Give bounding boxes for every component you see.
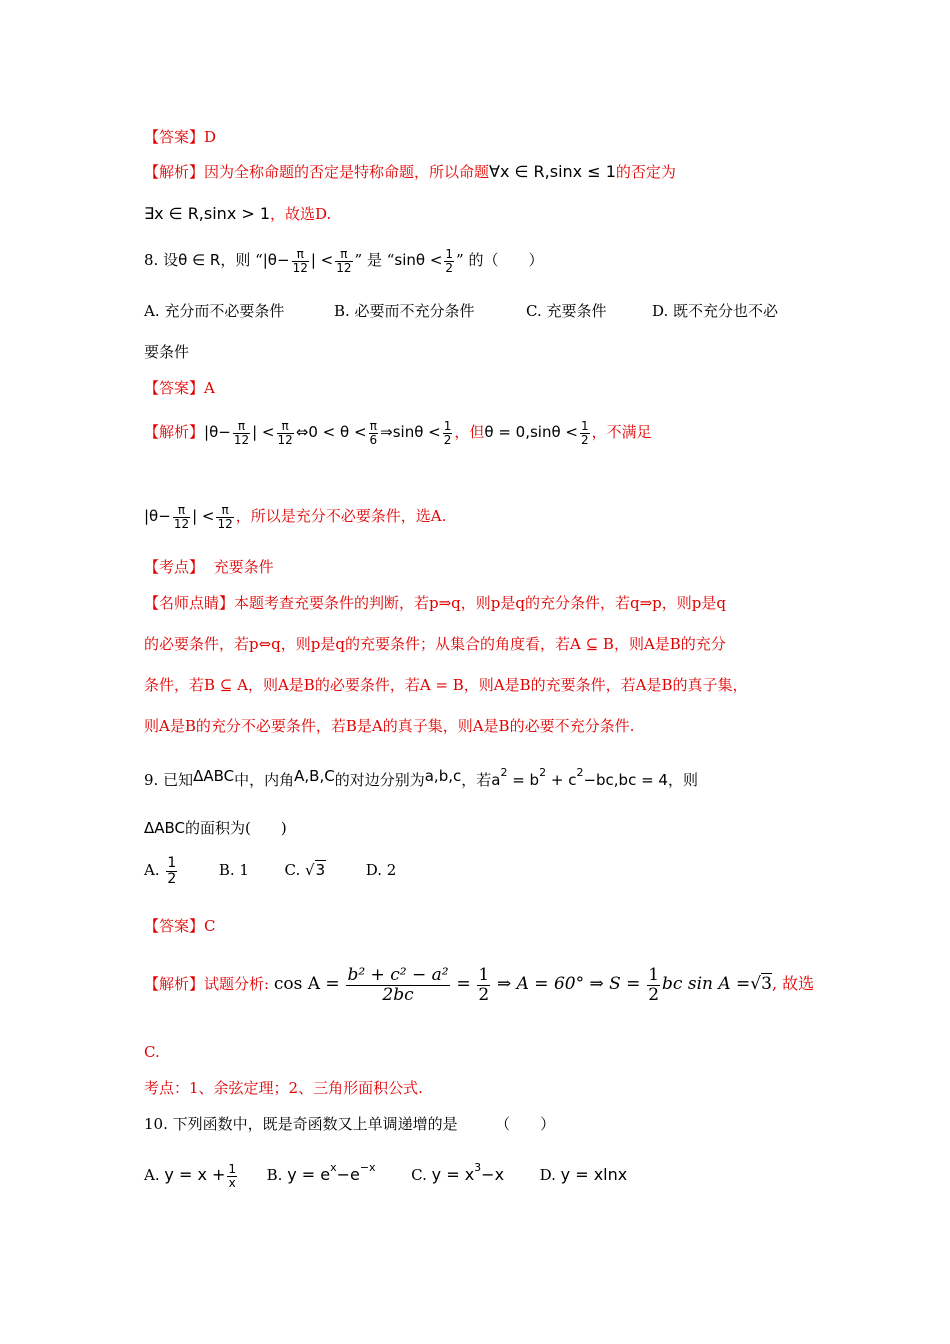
q9-text-e: ，则 bbox=[667, 771, 698, 789]
formula-part: −x bbox=[481, 1165, 505, 1184]
teacher-line-2: 的必要条件，若p⇔q，则p是q的充要条件；从集合的角度看，若A ⊆ B，则A是B的充分 bbox=[144, 635, 726, 653]
answer-value: C bbox=[204, 917, 216, 935]
frac-den: 2 bbox=[648, 984, 660, 1005]
one-over-x bbox=[227, 1163, 237, 1190]
frac-num: 1 bbox=[581, 418, 589, 433]
exponent: −x bbox=[359, 1161, 376, 1174]
sup-2: 2 bbox=[539, 766, 547, 779]
triangle: ΔABC bbox=[144, 819, 186, 837]
pi-over-12 bbox=[233, 420, 250, 447]
analysis-tag: 【解析】 bbox=[144, 975, 205, 993]
question-number: 9. bbox=[144, 771, 159, 789]
option-b[interactable] bbox=[266, 1161, 376, 1184]
option-a-label: A. bbox=[144, 861, 160, 879]
q8-option-d-cont: 要条件 bbox=[144, 343, 190, 361]
option-c[interactable] bbox=[411, 1161, 505, 1184]
answer-tag: 【答案】 bbox=[144, 379, 205, 397]
exponent: x bbox=[330, 1161, 337, 1174]
q7-negation-line bbox=[144, 204, 331, 224]
exponent: 3 bbox=[474, 1161, 482, 1174]
pi-over-12 bbox=[292, 248, 309, 275]
condition bbox=[491, 766, 668, 789]
pi-over-12 bbox=[173, 504, 190, 531]
q9-text-d: ，若 bbox=[461, 771, 492, 789]
option-d[interactable]: D. 2 bbox=[365, 861, 397, 879]
q8-text-a: 设 bbox=[163, 251, 179, 269]
question-number: 8. bbox=[144, 251, 159, 269]
negation-formula: ∃x ∈ R,sinx > 1 bbox=[144, 204, 271, 223]
sin-part: sinθ < bbox=[394, 251, 443, 269]
theta-zero: θ = 0,sinθ < bbox=[484, 423, 578, 441]
cosine-fraction bbox=[346, 966, 449, 1005]
one-half bbox=[580, 420, 590, 447]
teacher-line-4: 则A是B的充分不必要条件，若B是A的真子集，则A是B的必要不充分条件. bbox=[144, 717, 635, 735]
question-number: 10. bbox=[144, 1115, 168, 1133]
option-d-label: D. bbox=[539, 1166, 556, 1184]
sqrt-3: √3 bbox=[305, 861, 326, 879]
option-d[interactable]: D. 既不充分也不必 bbox=[652, 302, 779, 320]
abs-right: | < bbox=[310, 251, 334, 269]
frac-den: 2 bbox=[445, 260, 454, 275]
formula-bcsin: bc sin A = bbox=[662, 974, 751, 994]
frac-num: b² + c² − a² bbox=[347, 964, 449, 985]
one-half bbox=[443, 420, 453, 447]
q9-text-b: 中，内角 bbox=[234, 771, 295, 789]
option-c-label: C. bbox=[284, 861, 301, 879]
q7-answer-line bbox=[144, 127, 216, 147]
option-b[interactable]: B. 必要而不充分条件 bbox=[334, 302, 475, 320]
option-a-label: A. bbox=[144, 1166, 160, 1184]
q10-options bbox=[144, 1148, 627, 1195]
negation-suffix: 的否定为 bbox=[615, 163, 676, 181]
q9-point-line: 考点：1、余弦定理；2、三角形面积公式. bbox=[144, 1079, 423, 1097]
cond-c: + c bbox=[546, 771, 577, 789]
frac-den: 2 bbox=[443, 432, 452, 447]
radicand: 3 bbox=[761, 974, 772, 994]
frac-num: π bbox=[237, 418, 246, 433]
q7-conclusion: ，故选D. bbox=[270, 205, 332, 223]
one-half bbox=[477, 966, 490, 1005]
option-c-label: C. bbox=[411, 1166, 427, 1184]
frac-den: 2 bbox=[167, 870, 177, 887]
option-a[interactable] bbox=[144, 1161, 239, 1190]
proposition: ∀x ∈ R,sinx ≤ 1 bbox=[489, 162, 616, 181]
option-d-formula: y = xlnx bbox=[560, 1165, 628, 1184]
frac-num: 1 bbox=[443, 418, 452, 433]
answer-value: D bbox=[204, 128, 217, 146]
frac-den: 6 bbox=[369, 432, 378, 447]
frac-den: 2 bbox=[478, 984, 490, 1005]
q8-theta-in-r: θ ∈ R bbox=[178, 251, 221, 269]
sup-2: 2 bbox=[576, 766, 584, 779]
frac-num: 1 bbox=[648, 964, 660, 985]
analysis-mid: ⇔0 < θ < bbox=[295, 423, 367, 441]
option-b[interactable]: B. 1 bbox=[218, 861, 249, 879]
q9-options bbox=[144, 852, 396, 888]
pi-over-12 bbox=[216, 504, 233, 531]
analysis-text: 试题分析: bbox=[204, 975, 270, 993]
q9-text-c: 的对边分别为 bbox=[334, 771, 425, 789]
q8-text-b: ，则 “ bbox=[220, 251, 263, 269]
q9-question bbox=[144, 758, 698, 795]
formula-a60: ⇒ A = 60° ⇒ S = bbox=[496, 974, 641, 994]
option-b-formula bbox=[287, 1161, 376, 1184]
formula-part: y = e bbox=[287, 1165, 331, 1184]
frac-num: π bbox=[221, 502, 229, 517]
answer-tag: 【答案】 bbox=[144, 917, 205, 935]
option-a[interactable]: A. 充分而不必要条件 bbox=[144, 302, 285, 320]
pi-over-12 bbox=[277, 420, 294, 447]
q10-text: 下列函数中，既是奇函数又上单调递增的是 （ ） bbox=[172, 1115, 556, 1133]
abs-left: |θ− bbox=[144, 507, 171, 525]
q8-point-line bbox=[144, 557, 274, 577]
one-half bbox=[444, 248, 454, 275]
frac-num: π bbox=[177, 502, 186, 517]
sqrt-3: √3 bbox=[750, 974, 772, 994]
not-satisfy: ，不满足 bbox=[591, 423, 652, 441]
formula-part: −e bbox=[336, 1165, 360, 1184]
q9-conclusion-cont: C. bbox=[144, 1043, 160, 1061]
frac-den: 12 bbox=[233, 432, 250, 447]
abs-right: | < bbox=[192, 507, 215, 525]
analysis-imp: ⇒sinθ < bbox=[380, 423, 441, 441]
formula-part: y = x bbox=[431, 1165, 475, 1184]
q10-question bbox=[144, 1114, 555, 1134]
teacher-tag: 【名师点睛】 bbox=[144, 594, 235, 612]
frac-num: 1 bbox=[478, 964, 490, 985]
option-a[interactable] bbox=[144, 854, 179, 887]
q9-analysis-line bbox=[144, 956, 814, 1012]
frac-num: 1 bbox=[445, 246, 454, 261]
option-d[interactable] bbox=[540, 1166, 628, 1184]
comma-but: ，但 bbox=[454, 423, 485, 441]
frac-den: 12 bbox=[336, 260, 352, 275]
option-c-formula bbox=[431, 1161, 505, 1184]
sides: a,b,c bbox=[424, 767, 462, 785]
frac-den: x bbox=[228, 1175, 236, 1190]
q9-area-text: 的面积为( ) bbox=[185, 819, 287, 837]
frac-den: 12 bbox=[173, 516, 190, 531]
abs-right: | < bbox=[252, 423, 275, 441]
option-c[interactable]: C. 充要条件 bbox=[526, 302, 607, 320]
frac-num: π bbox=[281, 418, 289, 433]
answer-tag: 【答案】 bbox=[144, 128, 205, 146]
q7-analysis-line bbox=[144, 162, 676, 182]
option-b-label: B. bbox=[266, 1166, 283, 1184]
pi-over-6 bbox=[369, 420, 379, 447]
teacher-text: 本题考查充要条件的判断，若p⇒q，则p是q的充分条件，若q⇒p，则p是q bbox=[234, 594, 726, 612]
q8-conclusion: ，所以是充分不必要条件，选A. bbox=[235, 507, 447, 525]
analysis-tag: 【解析】 bbox=[144, 423, 205, 441]
q9-line-2 bbox=[144, 818, 287, 838]
triangle: ΔABC bbox=[193, 767, 235, 785]
teacher-line-3: 条件，若B ⊆ A，则A是B的必要条件，若A = B，则A是B的充要条件，若A是B的真子集， bbox=[144, 676, 748, 694]
analysis-tag: 【解析】 bbox=[144, 163, 205, 181]
abs-left: |θ− bbox=[262, 251, 290, 269]
one-half bbox=[166, 856, 177, 887]
option-c[interactable] bbox=[285, 860, 327, 879]
frac-num: 1 bbox=[228, 1161, 237, 1176]
angles: A,B,C bbox=[294, 767, 335, 785]
q8-answer-line bbox=[144, 378, 215, 398]
cond-d: −bc,bc = 4 bbox=[583, 771, 668, 789]
q9-conclusion: , 故选 bbox=[771, 974, 815, 993]
frac-den: 2 bbox=[581, 432, 589, 447]
frac-den: 12 bbox=[217, 516, 233, 531]
q8-text-d: ” 的（ ） bbox=[456, 251, 544, 269]
sup-2: 2 bbox=[500, 766, 508, 779]
q8-question bbox=[144, 240, 543, 280]
frac-den: 2bc bbox=[346, 985, 449, 1005]
formula-eq: = bbox=[456, 974, 471, 994]
formula-cos: cos A = bbox=[273, 974, 340, 994]
frac-den: 12 bbox=[277, 432, 293, 447]
q8-analysis-line bbox=[144, 410, 652, 454]
abs-left: |θ− bbox=[204, 423, 231, 441]
q8-options bbox=[144, 301, 778, 321]
analysis-text: 因为全称命题的否定是特称命题，所以命题 bbox=[204, 163, 490, 181]
pi-over-12 bbox=[335, 248, 352, 275]
radicand: 3 bbox=[315, 861, 326, 879]
frac-num: π bbox=[296, 246, 304, 261]
q8-analysis-cont bbox=[144, 494, 446, 538]
teacher-line-1 bbox=[144, 593, 726, 613]
one-half bbox=[647, 966, 660, 1005]
frac-num: 1 bbox=[167, 854, 177, 871]
cond-b: = b bbox=[507, 771, 540, 789]
frac-den: 12 bbox=[292, 260, 308, 275]
option-a-formula: y = x + bbox=[164, 1165, 226, 1184]
frac-num: π bbox=[369, 418, 377, 433]
cond-a: a bbox=[491, 771, 501, 789]
q9-text-a: 已知 bbox=[163, 771, 194, 789]
point-text: 充要条件 bbox=[213, 558, 274, 576]
point-tag: 【考点】 bbox=[144, 558, 205, 576]
answer-value: A bbox=[204, 379, 215, 397]
frac-num: π bbox=[340, 246, 348, 261]
q8-text-c: ” 是 “ bbox=[354, 251, 395, 269]
q9-answer-line bbox=[144, 916, 216, 936]
